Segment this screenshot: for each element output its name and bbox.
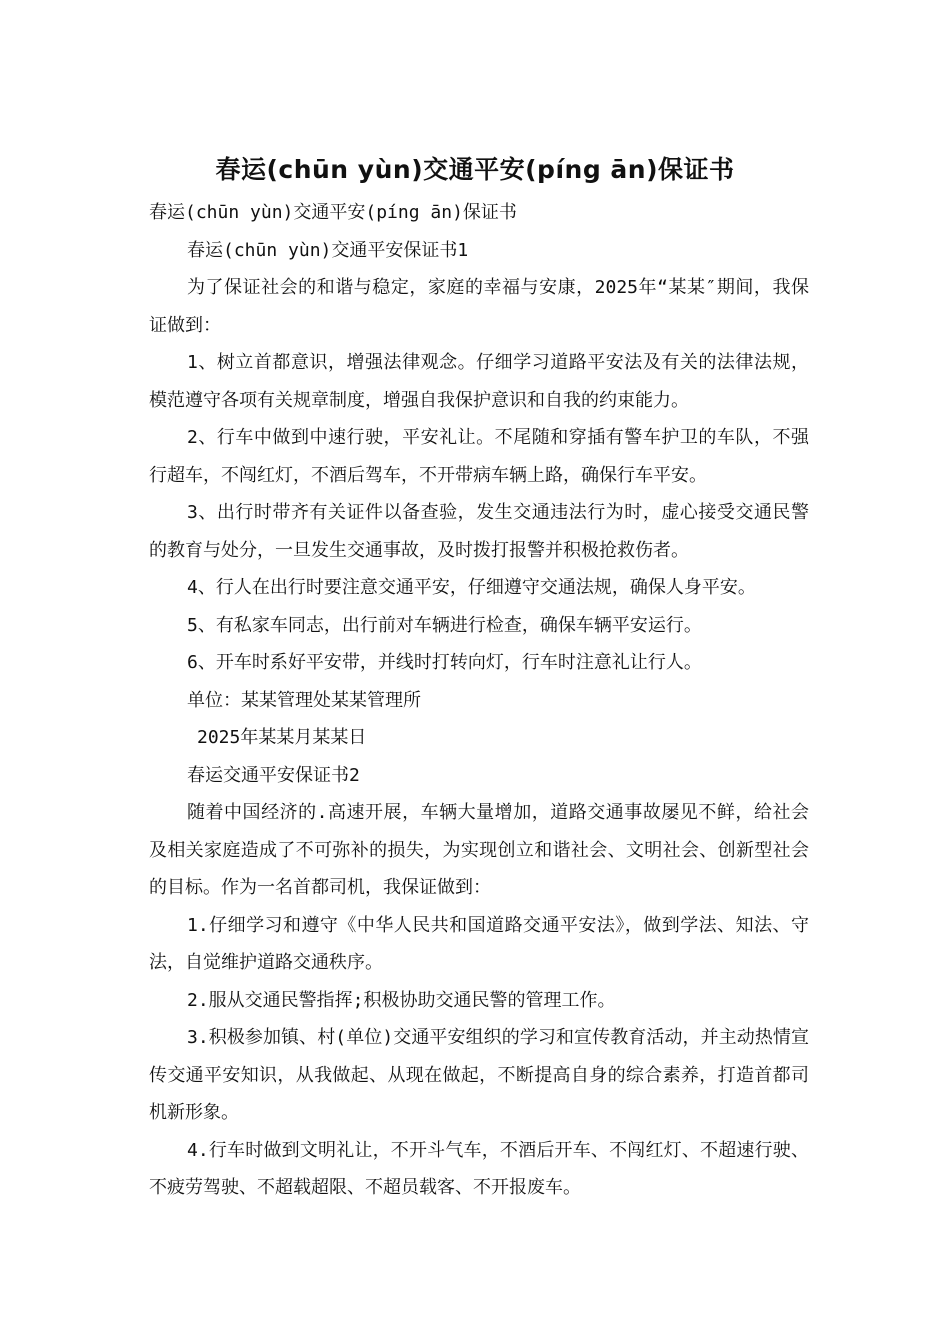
section1-item: 5、有私家车同志，出行前对车辆进行检查，确保车辆平安运行。 xyxy=(187,614,702,636)
section2-intro: 随着中国经济的.高速开展，车辆大量增加，道路交通事故屡见不鲜，给社会及相关家庭造成了不可弥补的损失，为实现创立和谐社会、文明社会、创新型社会的目标。作为一名首都司机，我保证做到： xyxy=(149,802,809,898)
document-subtitle: 春运(chūn yùn)交通平安(píng ān)保证书 xyxy=(149,202,517,223)
section2-item: 3.积极参加镇、村(单位)交通平安组织的学习和宣传教育活动，并主动热情宣传交通平安知识，从我做起、从现在做起，不断提高自身的综合素养，打造首都司机新形象。 xyxy=(149,1027,809,1123)
section1-item: 6、开车时系好平安带，并线时打转向灯，行车时注意礼让行人。 xyxy=(187,652,702,673)
section1-intro: 为了保证社会的和谐与稳定，家庭的幸福与安康，2025年“某某″期间，我保证做到： xyxy=(149,277,809,336)
section2-item: 1.仔细学习和遵守《中华人民共和国道路交通平安法》，做到学法、知法、守法，自觉维护道路交通秩序。 xyxy=(149,914,809,973)
section1-item: 3、出行时带齐有关证件以备查验，发生交通违法行为时，虚心接受交通民警的教育与处分，一旦发生交通事故，及时拨打报警并积极抢救伤者。 xyxy=(149,502,809,561)
section2-heading: 春运交通平安保证书2 xyxy=(187,764,360,786)
signature-date: 2025年某某月某某日 xyxy=(197,727,367,748)
signature-unit: 单位：某某管理处某某管理所 xyxy=(187,689,421,711)
section2-item: 4.行车时做到文明礼让，不开斗气车，不酒后开车、不闯红灯、不超速行驶、不疲劳驾驶、不超载超限、不超员载客、不开报废车。 xyxy=(149,1139,809,1198)
section1-item: 2、行车中做到中速行驶，平安礼让。不尾随和穿插有警车护卫的车队，不强行超车，不闯红灯，不酒后驾车，不开带病车辆上路，确保行车平安。 xyxy=(149,427,809,486)
section2-item: 2.服从交通民警指挥;积极协助交通民警的管理工作。 xyxy=(187,989,616,1011)
section1-heading: 春运(chūn yùn)交通平安保证书1 xyxy=(187,239,469,261)
document-body xyxy=(149,194,809,1207)
section1-item: 4、行人在出行时要注意交通平安，仔细遵守交通法规，确保人身平安。 xyxy=(187,577,756,598)
section1-item: 1、树立首都意识，增强法律观念。仔细学习道路平安法及有关的法律法规，模范遵守各项有关规章制度，增强自我保护意识和自我的约束能力。 xyxy=(149,352,809,411)
document-title: 春运(chūn yùn)交通平安(píng ān)保证书 xyxy=(215,155,735,184)
